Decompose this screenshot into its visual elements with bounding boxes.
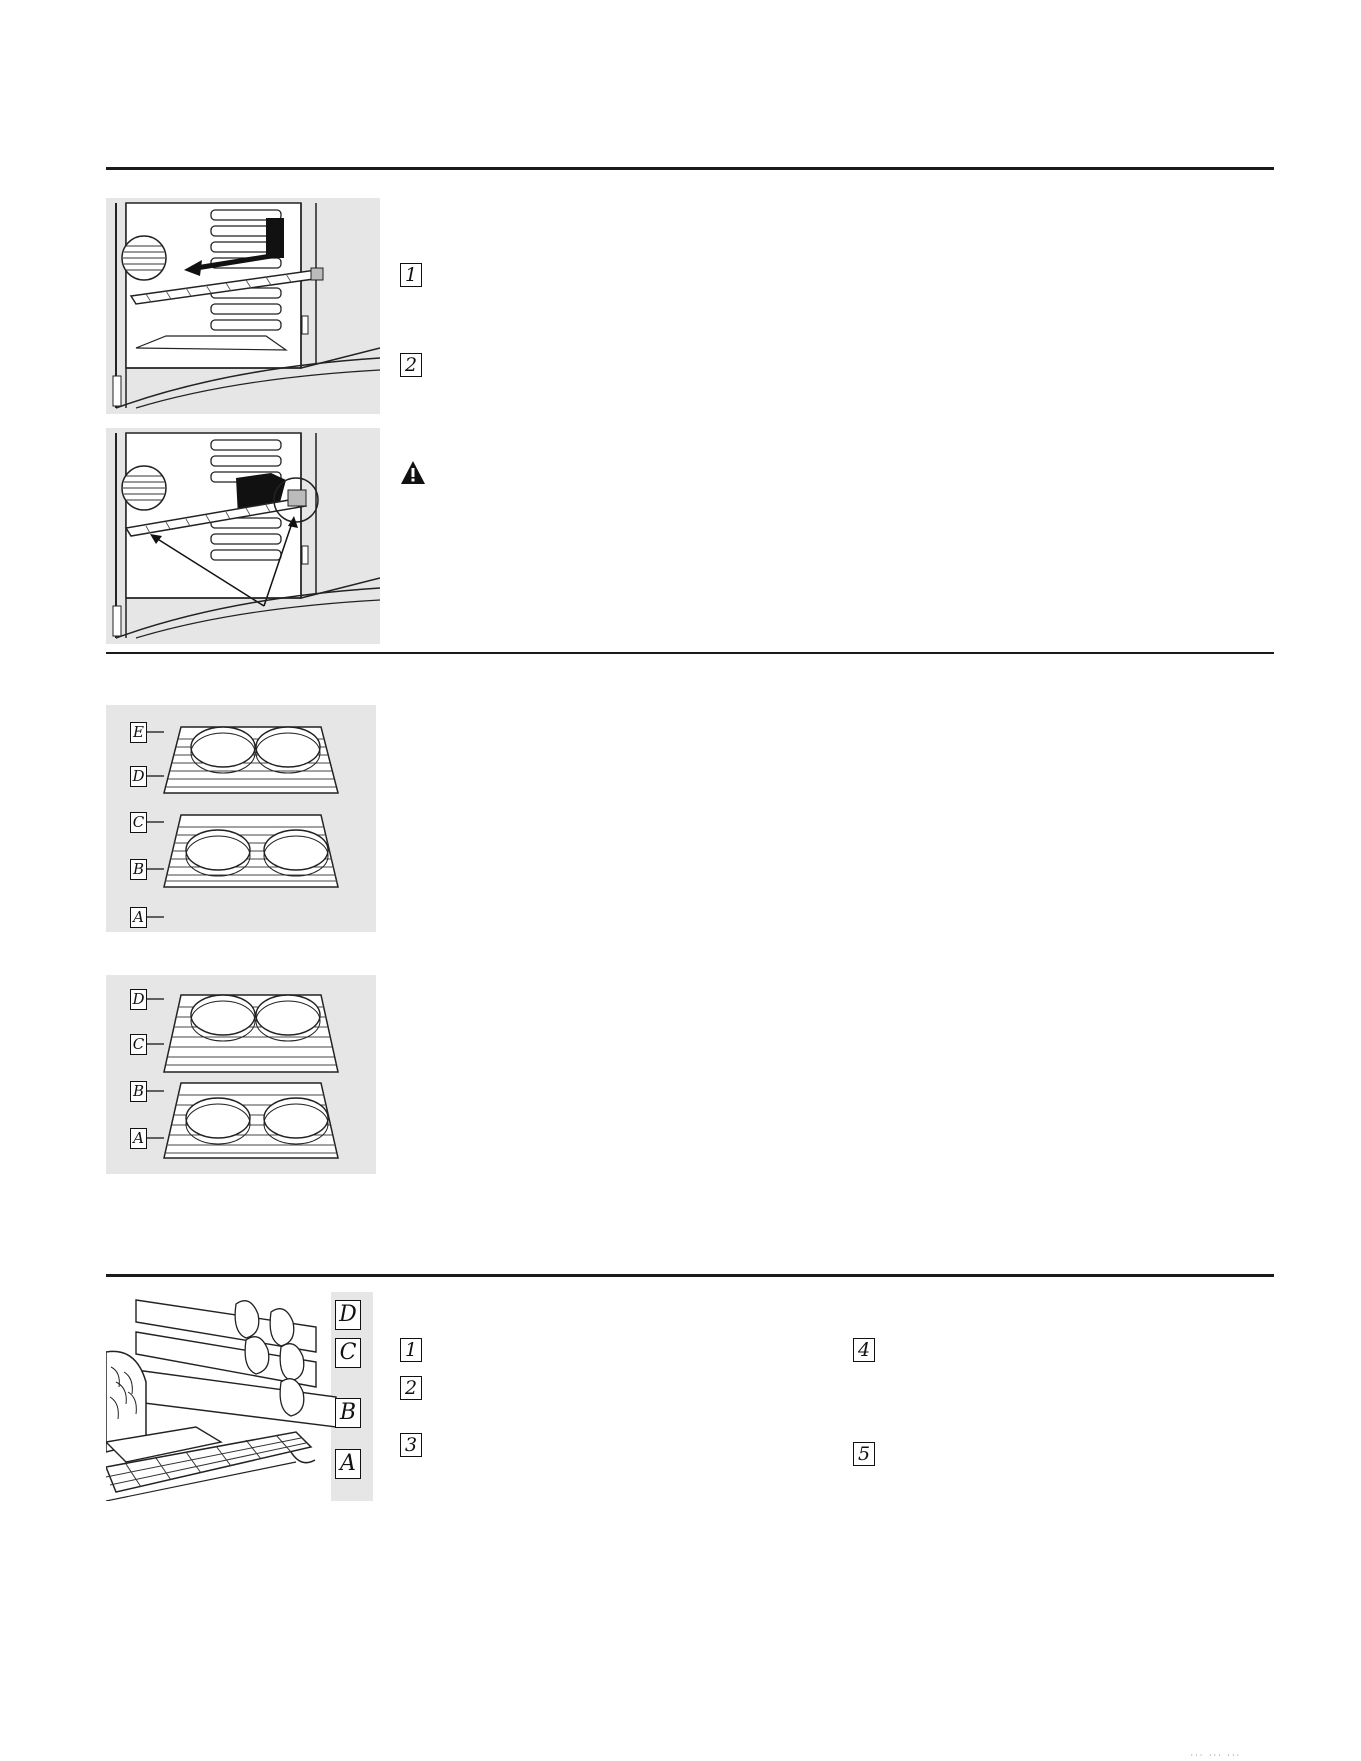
rack-position-d: D [130,989,147,1010]
five-rack-position-illustration [106,705,376,932]
rack-position-c: C [130,812,147,833]
step-1-badge: 1 [400,263,422,287]
oven-rack-interior-illustration [106,1292,373,1501]
rack-stops-illustration [106,428,380,644]
rack-position-e: E [130,722,147,743]
rack-removal-illustration [106,198,380,414]
step-2-badge: 2 [400,353,422,377]
rack-position-b: B [130,1081,147,1102]
rack-position-d: D [130,766,147,787]
step-2-badge: 2 [400,1376,422,1400]
footer-code: ··· ··· ··· [1190,1752,1241,1759]
rack-position-a: A [335,1449,361,1479]
rack-position-b: B [335,1398,361,1428]
rack-position-a: A [130,1128,147,1149]
rack-position-d: D [335,1300,361,1330]
step-1-badge: 1 [400,1338,422,1362]
section-rule-lower [106,1274,1274,1277]
rack-position-c: C [130,1034,147,1055]
rack-position-a: A [130,907,147,928]
rack-position-b: B [130,859,147,880]
section-rule-top [106,167,1274,170]
section-rule-middle [106,652,1274,654]
step-5-badge: 5 [853,1442,875,1466]
step-4-badge: 4 [853,1338,875,1362]
four-rack-position-illustration [106,975,376,1174]
step-3-badge: 3 [400,1433,422,1457]
warning-triangle-icon [400,460,426,491]
rack-position-c: C [335,1338,361,1368]
